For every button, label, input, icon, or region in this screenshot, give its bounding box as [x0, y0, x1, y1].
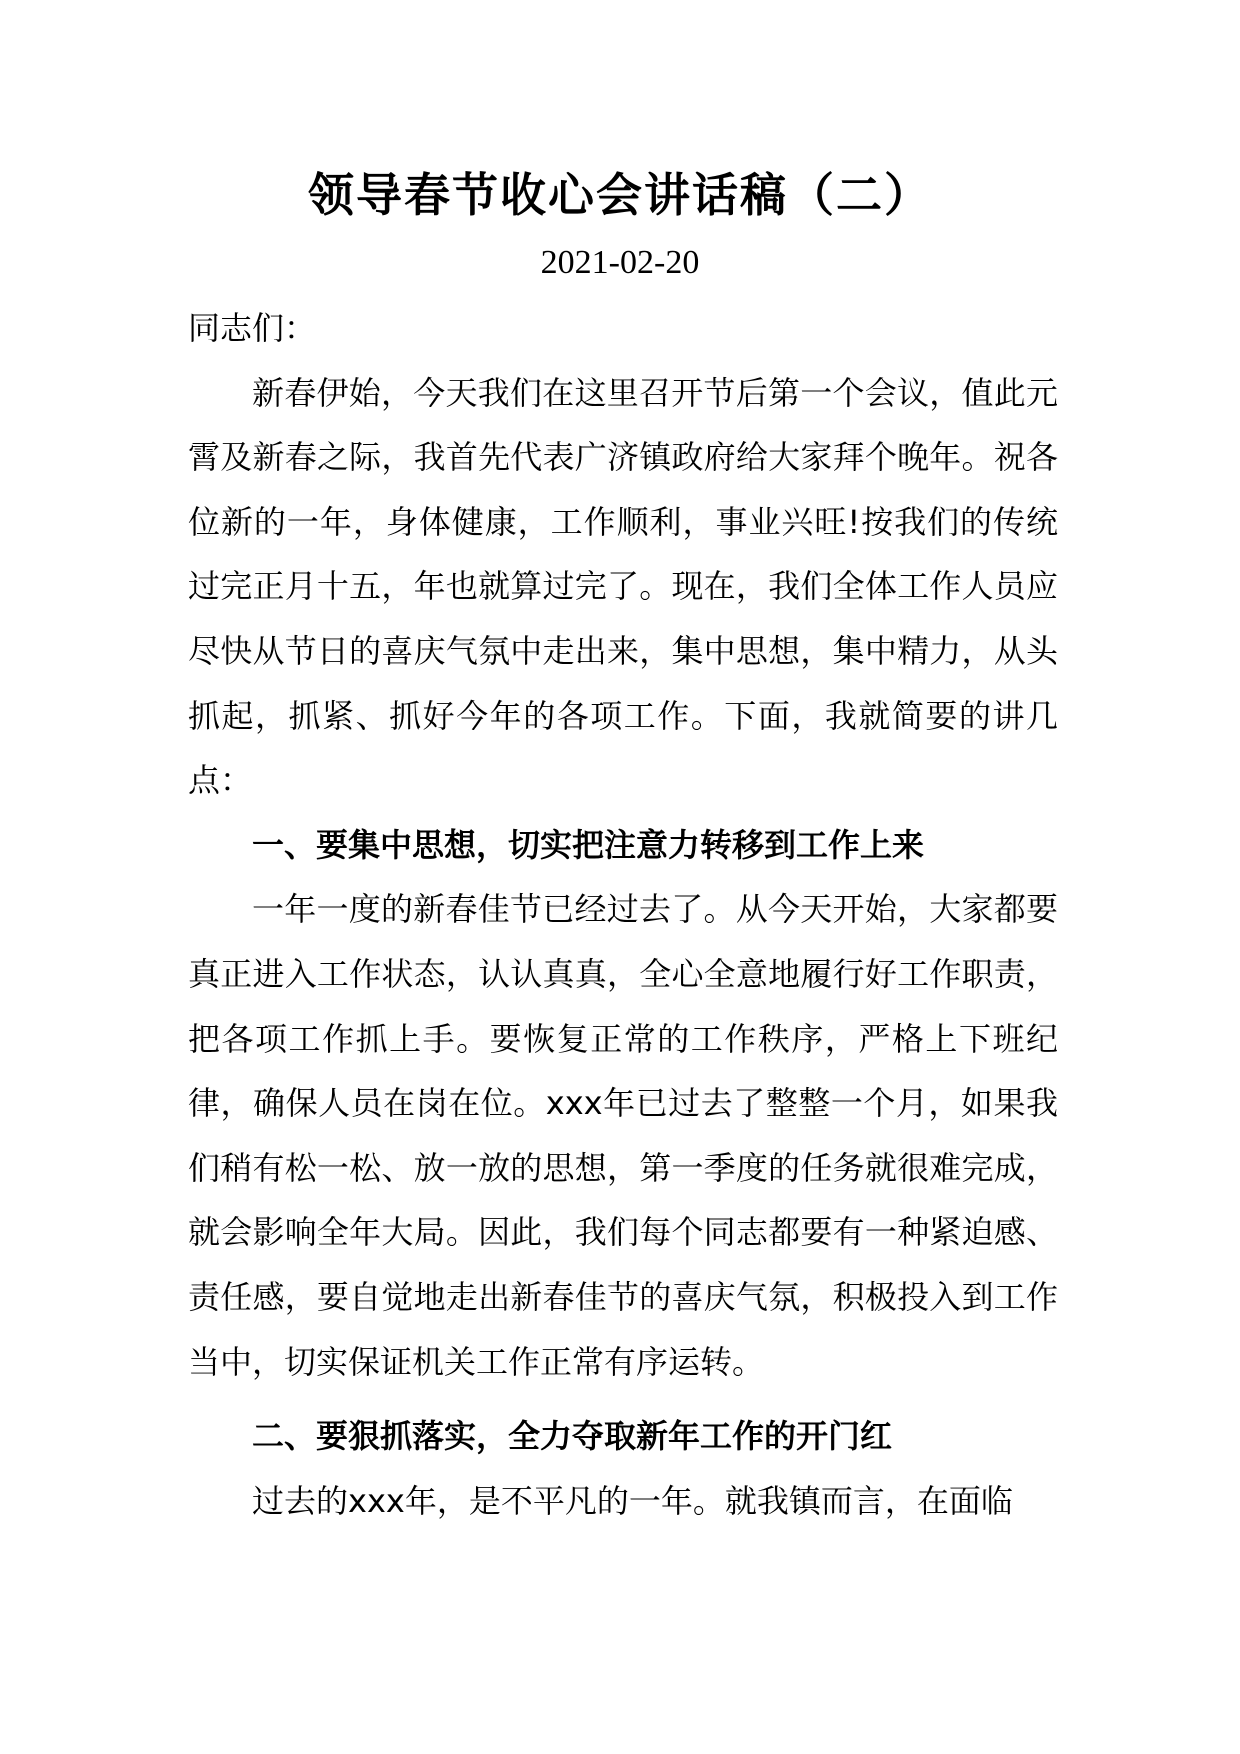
section-2-paragraph: 过去的xxx年，是不平凡的一年。就我镇而言，在面临 [252, 1481, 1013, 1520]
salutation: 同志们： [188, 309, 317, 347]
section-1-heading: 一、要集中思想，切实把注意力转移到工作上来 [252, 825, 925, 864]
document-date: 2021-02-20 [540, 244, 700, 281]
intro-paragraph: 新春伊始，今天我们在这里召开节后第一个会议，值此元霄及新春之际，我首先代表广济镇政府给大家拜个晚年。祝各位新的一年，身体健康，工作顺利，事业兴旺!按我们的传统过完正月十五，年也就算过完了。现在，我们全体工作人员应尽快从节日的喜庆气氛中走出来，集中思想，集中精力，从头抓起，抓紧、抓好今年的各项工作。下面，我就简要的讲几点： [188, 373, 1058, 800]
section-2-heading: 二、要狠抓落实，全力夺取新年工作的开门红 [252, 1417, 893, 1456]
document-body [188, 296, 1058, 1533]
section-1-paragraph: 一年一度的新春佳节已经过去了。从今天开始，大家都要真正进入工作状态，认认真真，全心全意地履行好工作职责，把各项工作抓上手。要恢复正常的工作秩序，严格上下班纪律，确保人员在岗在位。xxx年已过去了整整一个月，如果我们稍有松一松、放一放的思想，第一季度的任务就很难完成，就会影响全年大局。因此，我们每个同志都要有一种紧迫感、责任感，要自觉地走出新春佳节的喜庆气氛，积极投入到工作当中，切实保证机关工作正常有序运转。 [188, 890, 1058, 1381]
document-title: 领导春节收心会讲话稿（二） [308, 168, 932, 222]
